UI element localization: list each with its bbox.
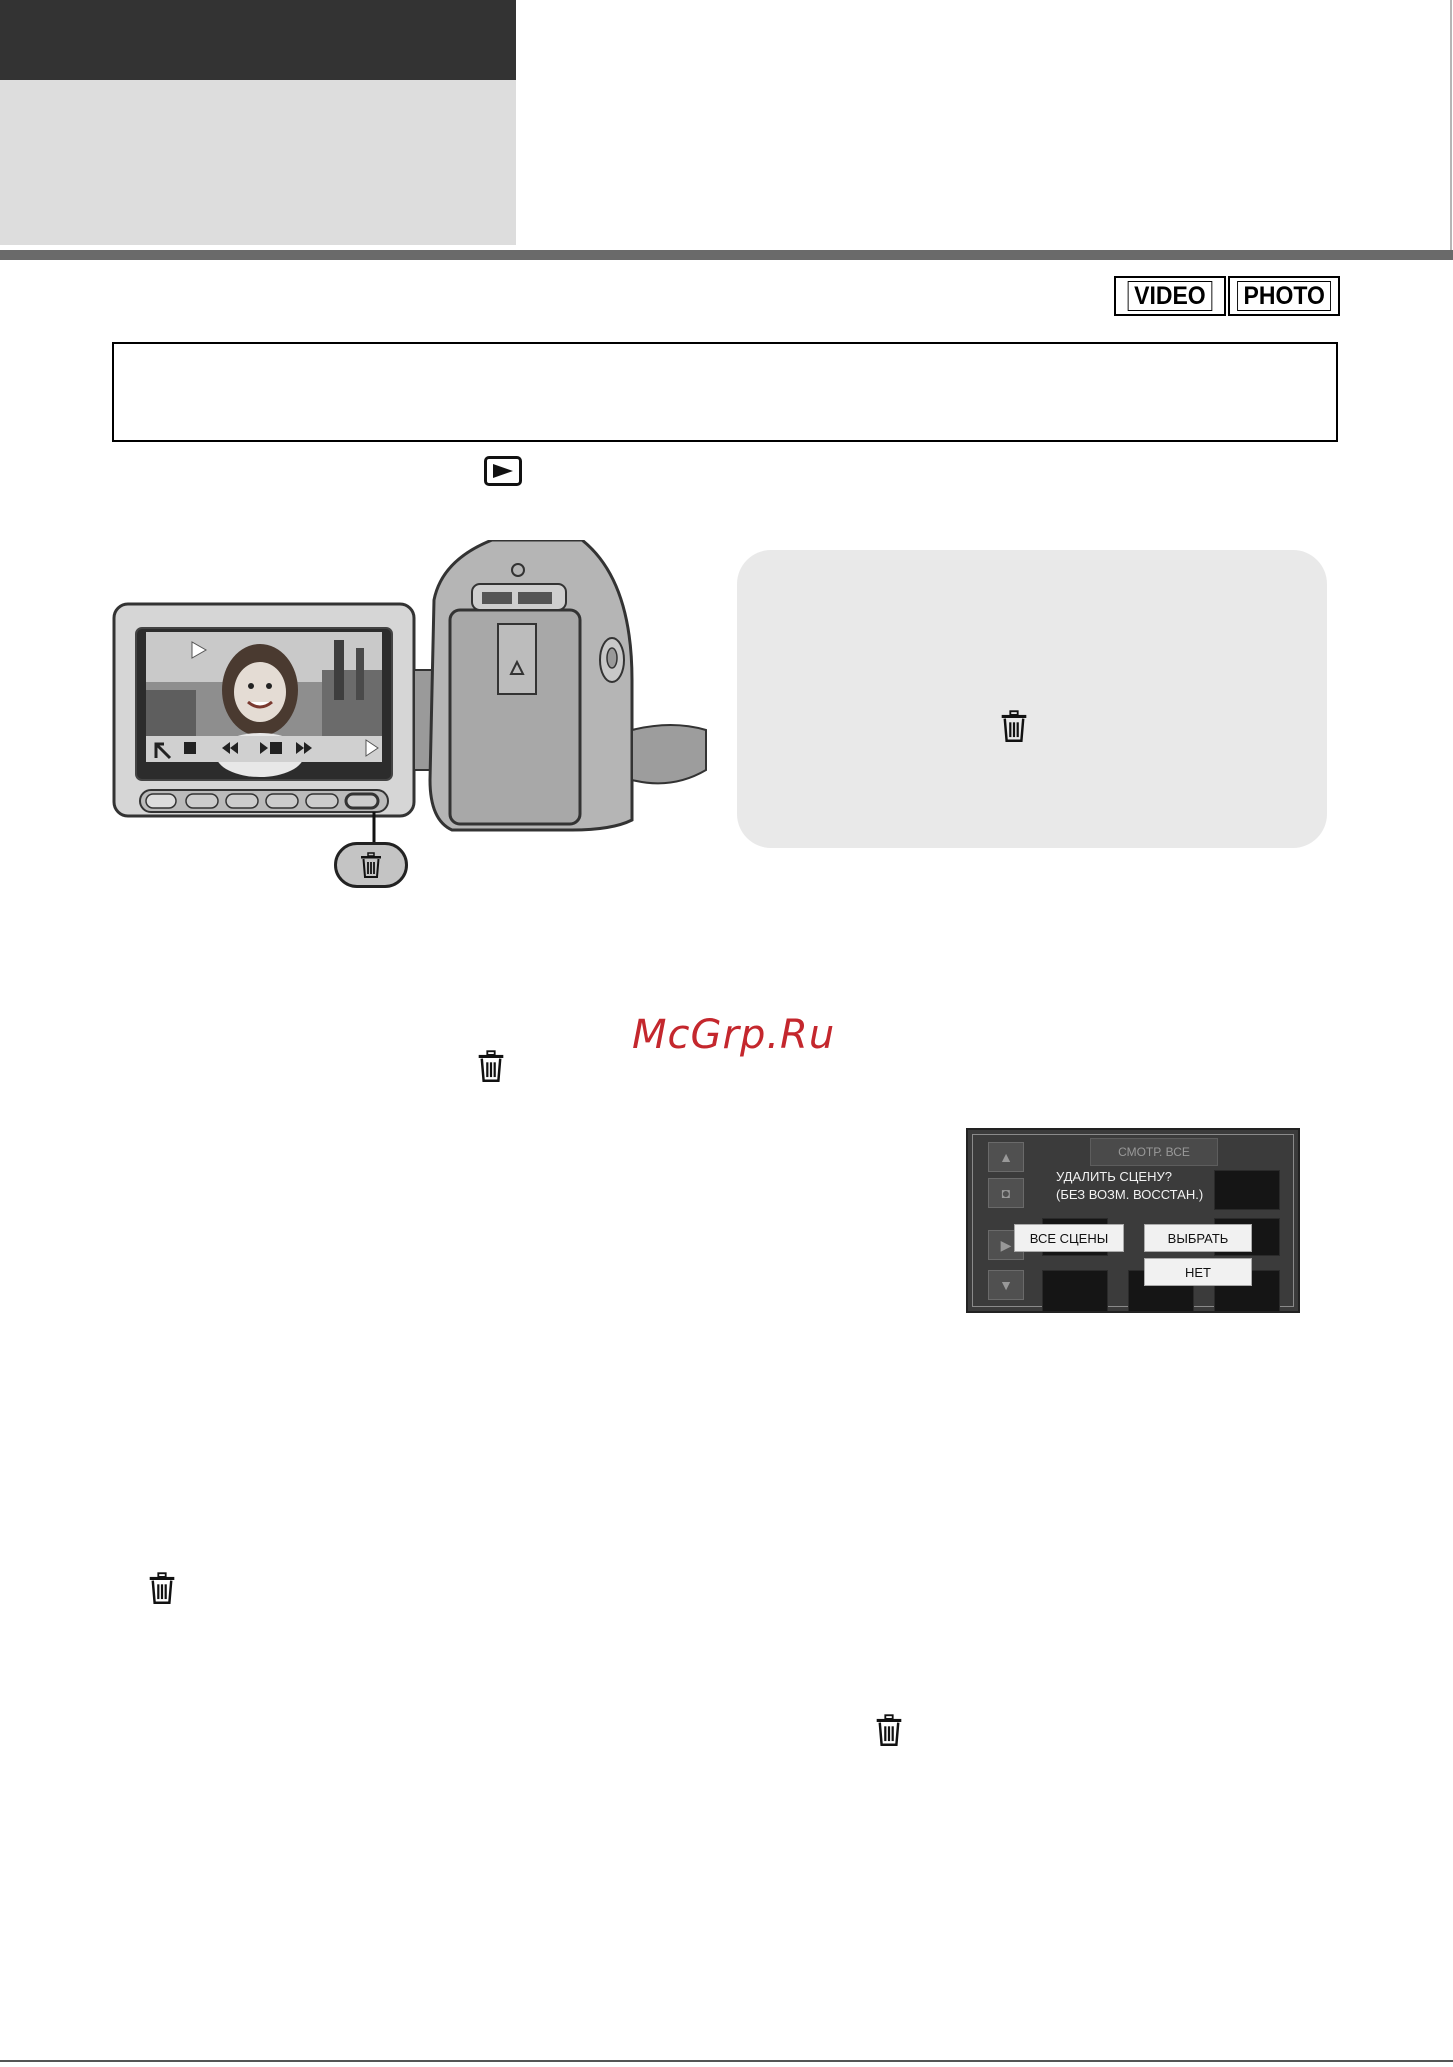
dialog-message-line1: УДАЛИТЬ СЦЕНУ? (1056, 1169, 1172, 1184)
dialog-message (1056, 1168, 1203, 1204)
play-mode-icon (484, 456, 522, 486)
trash-icon (148, 1572, 176, 1604)
all-scenes-button[interactable]: ВСЕ СЦЕНЫ (1014, 1224, 1124, 1252)
trash-icon (875, 1714, 903, 1746)
scroll-up-icon: ▲ (988, 1142, 1024, 1172)
camera-mode-icon: ◘ (988, 1178, 1024, 1208)
video-mode-label: VIDEO (1128, 281, 1212, 311)
trash-icon (477, 1050, 505, 1082)
header-light-band (0, 80, 516, 245)
delete-button-callout (334, 842, 408, 888)
header-rule (0, 250, 1453, 260)
trash-icon (1000, 710, 1028, 742)
photo-mode-label: PHOTO (1237, 281, 1331, 311)
header-right-edge (1450, 0, 1452, 250)
select-button[interactable]: ВЫБРАТЬ (1144, 1224, 1252, 1252)
video-mode-tag (1114, 276, 1226, 316)
thumbnail (1214, 1170, 1280, 1210)
view-all-button[interactable]: СМОТР. ВСЕ (1090, 1138, 1218, 1166)
notice-box (112, 342, 1338, 442)
watermark: McGrp.Ru (632, 1012, 836, 1058)
info-panel (737, 550, 1327, 848)
camera-illustration (112, 540, 712, 895)
footer-rule (0, 2060, 1453, 2062)
scroll-down-icon: ▼ (988, 1270, 1024, 1300)
thumbnail (1042, 1270, 1108, 1312)
header-dark-band (0, 0, 516, 80)
delete-dialog-screenshot (966, 1128, 1300, 1313)
video-mode-icon: ▶ (988, 1230, 1024, 1260)
trash-icon (360, 852, 382, 878)
no-button[interactable]: НЕТ (1144, 1258, 1252, 1286)
photo-mode-tag (1228, 276, 1340, 316)
dialog-message-line2: (БЕЗ ВОЗМ. ВОССТАН.) (1056, 1187, 1204, 1202)
